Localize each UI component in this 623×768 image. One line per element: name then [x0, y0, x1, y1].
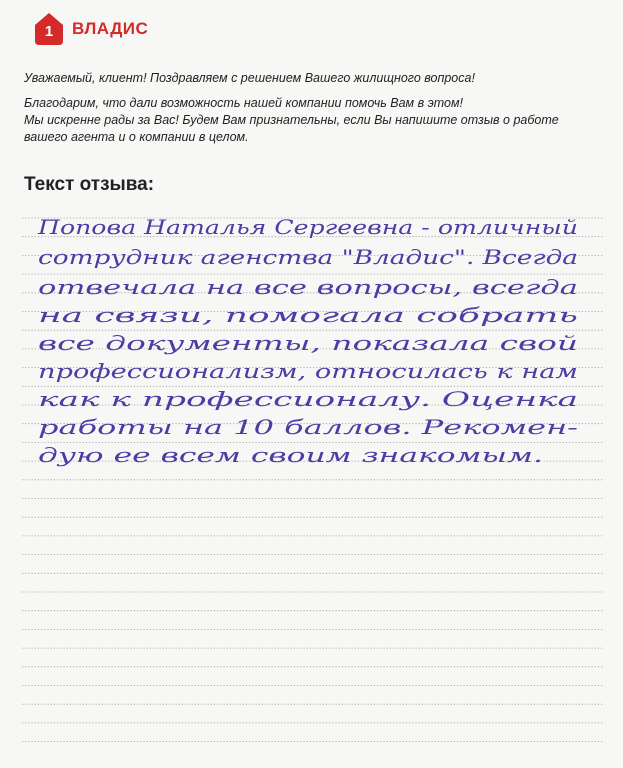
thanks-line: вашего агента и о компании в целом.: [24, 130, 249, 144]
svg-text:1: 1: [44, 23, 54, 40]
handwritten-line: профессионализм, относилась к нам: [38, 359, 578, 383]
greeting-text: Уважаемый, клиент! Поздравляем с решением Вашего жилищного вопроса!: [24, 71, 475, 85]
thanks-line: Мы искренне рады за Вас! Будем Вам признательны, если Вы напишите отзыв о работе: [24, 113, 559, 127]
handwritten-line: Попова Наталья Сергеевна - отличный: [36, 215, 578, 239]
handwritten-line: дую ее всем своим знакомым.: [38, 443, 543, 467]
handwritten-line: на связи, помогала собрать: [38, 303, 578, 327]
handwritten-line: все документы, показала свой: [38, 331, 578, 355]
brand-name: ВЛАДИС: [72, 19, 149, 38]
handwritten-line: сотрудник агенства "Владис". Всегда: [38, 245, 578, 269]
handwritten-line: работы на 10 баллов. Рекомен-: [38, 415, 579, 439]
thanks-line: Благодарим, что дали возможность нашей компании помочь Вам в этом!: [24, 96, 464, 110]
handwritten-line: отвечала на все вопросы, всегда: [38, 275, 578, 299]
handwritten-line: как к профессионалу. Оценка: [38, 387, 578, 411]
review-heading: Текст отзыва:: [24, 174, 155, 195]
